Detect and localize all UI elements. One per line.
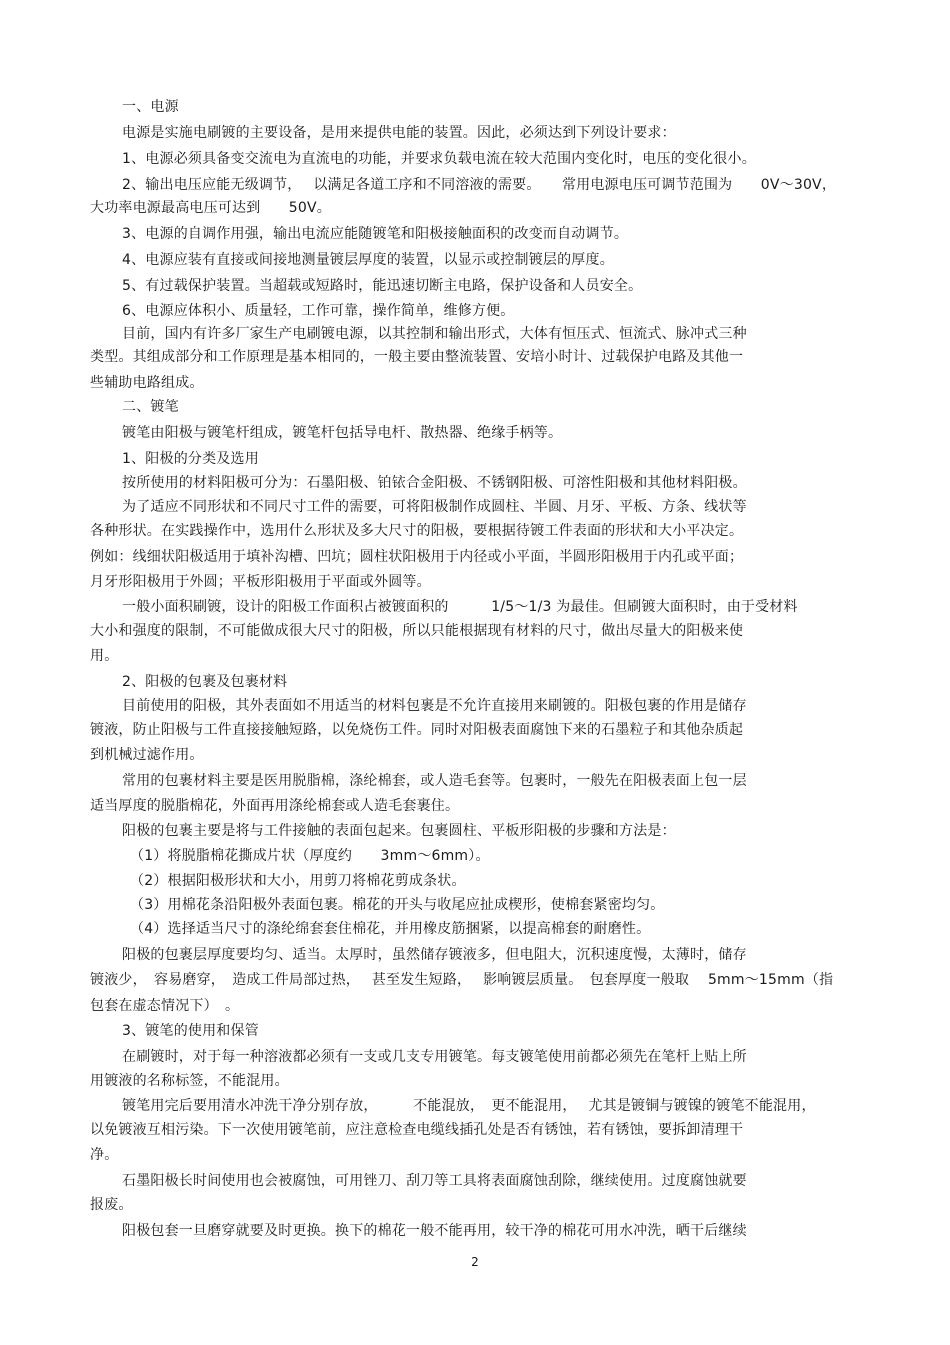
text-line: 用镀液的名称标签，不能混用。: [90, 1073, 289, 1089]
text-line: 2、输出电压应能无级调节， 以满足各道工序和不同溶液的需要。 常用电源电压可调节范围为 0V～30V，: [122, 177, 837, 193]
text-line: （4）选择适当尺寸的涤纶绵套套住棉花，并用橡皮筋捆紧，以提高棉套的耐磨性。: [130, 921, 651, 937]
text-line: 5、有过载保护装置。当超载或短路时，能迅速切断主电路，保护设备和人员安全。: [122, 278, 643, 294]
text-line: 2、阳极的包裹及包裹材料: [122, 674, 288, 690]
text-line: 到机械过滤作用。: [90, 747, 204, 763]
text-line: 6、电源应体积小、质量轻，工作可靠，操作简单，维修方便。: [122, 303, 515, 319]
text-line: 1、阳极的分类及选用: [122, 451, 259, 467]
text-line: 为了适应不同形状和不同尺寸工件的需要，可将阳极制作成圆柱、半圆、月牙、平板、方条、线状等: [122, 499, 747, 515]
text-line: （2）根据阳极形状和大小，用剪刀将棉花剪成条状。: [130, 873, 466, 889]
text-line: 阳极包套一旦磨穿就要及时更换。换下的棉花一般不能再用，较干净的棉花可用水冲洗，晒干后继续: [122, 1223, 747, 1239]
text-line: 镀液，防止阳极与工件直接接触短路，以免烧伤工件。同时对阳极表面腐蚀下来的石墨粒子和其他杂质起: [90, 722, 744, 738]
text-line: 类型。其组成部分和工作原理是基本相同的，一般主要由整流装置、安培小时计、过载保护电路及其他一: [90, 349, 744, 365]
text-line: 目前使用的阳极，其外表面如不用适当的材料包裹是不允许直接用来刷镀的。阳极包裹的作用是储存: [122, 698, 747, 714]
text-line: 例如：线细状阳极适用于填补沟槽、凹坑；圆柱状阳极用于内径或小平面，半圆形阳极用于内孔或平面；: [90, 549, 744, 565]
text-line: 适当厚度的脱脂棉花，外面再用涤纶棉套或人造毛套裹住。: [90, 798, 460, 814]
text-line: 报废。: [90, 1197, 133, 1213]
text-line: 包套在虚态情况下） 。: [90, 998, 240, 1014]
text-line: 镀液少， 容易磨穿， 造成工件局部过热， 甚至发生短路， 影响镀层质量。 包套厚度一般取 5mm～15mm（指: [90, 972, 834, 988]
text-line: 各种形状。在实践操作中，选用什么形状及多大尺寸的阳极，要根据待镀工件表面的形状和大小平决定。: [90, 523, 744, 539]
text-line: 阳极的包裹层厚度要均匀、适当。太厚时，虽然储存镀液多，但电阻大，沉积速度慢，太薄时，储存: [122, 947, 747, 963]
text-line: 用。: [90, 648, 119, 664]
text-line: 一般小面积刷镀，设计的阳极工作面积占被镀面积的 1/5～1/3 为最佳。但刷镀大面积时，由于受材料: [122, 599, 798, 615]
page-number: 2: [471, 1255, 479, 1269]
text-line: 目前，国内有许多厂家生产电刷镀电源，以其控制和输出形式，大体有恒压式、恒流式、脉冲式三种: [122, 326, 747, 342]
text-line: 镀笔由阳极与镀笔杆组成，镀笔杆包括导电杆、散热器、绝缘手柄等。: [122, 425, 563, 441]
text-line: （3）用棉花条沿阳极外表面包裹。棉花的开头与收尾应扯成楔形，使棉套紧密均匀。: [130, 897, 665, 913]
text-line: 一、电源: [122, 99, 179, 115]
text-line: 大小和强度的限制，不可能做成很大尺寸的阳极，所以只能根据现有材料的尺寸，做出尽量大的阳极来使: [90, 623, 744, 639]
text-line: 按所使用的材料阳极可分为：石墨阳极、铂铱合金阳极、不锈钢阳极、可溶性阳极和其他材料阳极。: [122, 475, 747, 491]
text-line: 3、镀笔的使用和保管: [122, 1023, 259, 1039]
text-line: 石墨阳极长时间使用也会被腐蚀，可用锉刀、刮刀等工具将表面腐蚀刮除，继续使用。过度腐蚀就要: [122, 1173, 747, 1189]
text-line: 1、电源必须具备变交流电为直流电的功能，并要求负载电流在较大范围内变化时，电压的变化很小。: [122, 151, 756, 167]
text-line: 二、镀笔: [122, 399, 179, 415]
text-line: 3、电源的自调作用强，输出电流应能随镀笔和阳极接触面积的改变而自动调节。: [122, 226, 629, 242]
text-line: 阳极的包裹主要是将与工件接触的表面包起来。包裹圆柱、平板形阳极的步骤和方法是：: [122, 823, 676, 839]
text-line: 月牙形阳极用于外圆；平板形阳极用于平面或外圆等。: [90, 574, 431, 590]
text-line: 4、电源应装有直接或间接地测量镀层厚度的装置，以显示或控制镀层的厚度。: [122, 252, 614, 268]
text-line: 以免镀液互相污染。下一次使用镀笔前，应注意检查电缆线插孔处是否有锈蚀，若有锈蚀，要拆卸清理干: [90, 1122, 744, 1138]
text-line: 镀笔用完后要用清水冲洗干净分别存放， 不能混放， 更不能混用， 尤其是镀铜与镀镍的镀笔不能混用，: [122, 1098, 816, 1114]
text-line: 常用的包裹材料主要是医用脱脂棉，涤纶棉套，或人造毛套等。包裹时，一般先在阳极表面上包一层: [122, 773, 747, 789]
text-line: 些辅助电路组成。: [90, 375, 204, 391]
text-line: 在刷镀时，对于每一种溶液都必须有一支或几支专用镀笔。每支镀笔使用前都必须先在笔杆上贴上所: [122, 1049, 747, 1065]
text-line: 净。: [90, 1147, 119, 1163]
text-line: 电源是实施电刷镀的主要设备，是用来提供电能的装置。因此，必须达到下列设计要求：: [122, 125, 676, 141]
text-line: 大功率电源最高电压可达到 50V。: [90, 200, 331, 216]
text-line: （1）将脱脂棉花撕成片状（厚度约 3mm～6mm）。: [130, 848, 490, 864]
